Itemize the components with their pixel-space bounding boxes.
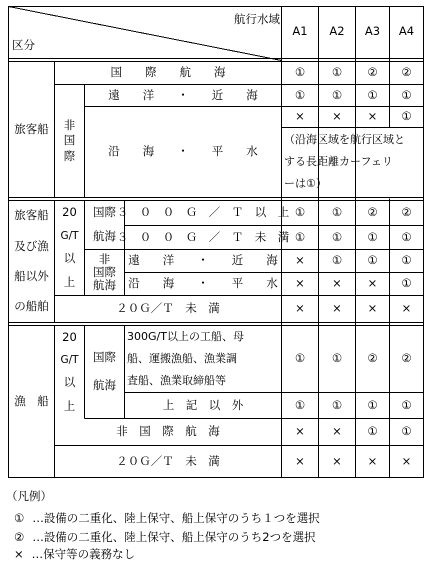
tonnage-line: 上 — [63, 275, 76, 290]
passenger-value: × — [332, 109, 342, 124]
fishing-value: ① — [367, 397, 378, 412]
intl-line: 航海 — [93, 229, 116, 244]
other-value: × — [295, 301, 305, 316]
fishing-value: × — [295, 424, 305, 439]
other-value: ① — [401, 276, 412, 291]
legend-item — [14, 510, 320, 526]
fishing-value: × — [367, 453, 378, 468]
fishing-value: ① — [367, 424, 378, 439]
other-value: × — [332, 301, 342, 316]
tonnage-line: 20 — [62, 205, 77, 220]
tonnage-line: G/T — [60, 229, 79, 242]
passenger-value: ② — [401, 65, 412, 80]
passenger-value: ① — [331, 87, 343, 102]
fishing-value: ① — [401, 424, 412, 439]
fishing-international-label — [85, 326, 124, 418]
fishing-value: ② — [401, 351, 412, 366]
other-value: × — [401, 301, 412, 316]
passenger-value: ① — [367, 87, 378, 102]
other-value: × — [367, 301, 378, 316]
other-label-line: 及び漁 — [14, 238, 49, 253]
other-value: × — [332, 276, 342, 291]
fishing-row-label: 非 国 際 航 海 — [116, 424, 220, 439]
other-value: × — [295, 253, 305, 268]
fishing-row-label: ２０Ｇ／Ｔ 未 満 — [116, 453, 220, 468]
other-value: ① — [401, 253, 412, 268]
header-navigation-area: 航行水域 — [234, 12, 280, 27]
non-intl-char: 国 — [63, 133, 76, 148]
fishing-value: × — [401, 453, 412, 468]
legend-text: …保守等の義務なし — [31, 547, 136, 561]
passenger-row-label: 遠 洋 ・ 近 海 — [108, 87, 258, 102]
other-value: ① — [367, 253, 378, 268]
other-row-label: ３ ０ ０ Ｇ ／ Ｔ 未 満 — [116, 229, 290, 244]
header-area-a1: A1 — [292, 24, 308, 39]
fishing-label: 漁 船 — [14, 393, 49, 408]
legend-symbol: ① — [14, 511, 25, 525]
note-line: （沿海区域を航行区域と — [284, 133, 405, 146]
header-division: 区分 — [12, 38, 35, 53]
tonnage-line: 以 — [63, 251, 76, 266]
header-area-a3: A3 — [364, 24, 381, 39]
non-intl-line: 航海 — [93, 278, 116, 293]
intl-line: 国際 — [93, 350, 116, 365]
passenger-value: ① — [401, 109, 412, 124]
passenger-value: ① — [294, 87, 306, 102]
legend-title: （凡例） — [6, 489, 52, 503]
other-value: ① — [331, 205, 343, 220]
legend-text: …設備の二重化、陸上保守、船上保守のうち１つを選択 — [32, 511, 320, 525]
other-vessels-label — [9, 201, 54, 322]
other-row-label: 沿 海 ・ 平 水 — [128, 276, 278, 291]
non-intl-char: 非 — [63, 117, 76, 132]
intl-line: 航海 — [93, 378, 116, 393]
header-area-a2: A2 — [329, 24, 345, 39]
header-area-a4: A4 — [398, 24, 415, 39]
other-label-line: 船以外 — [14, 268, 49, 283]
other-label-line: 旅客船 — [14, 208, 49, 223]
legend-symbol: × — [14, 547, 24, 561]
other-non-international-label — [85, 250, 124, 295]
passenger-ferry-note — [284, 128, 422, 196]
other-value: ① — [367, 229, 378, 244]
legend-symbol: ② — [14, 530, 25, 544]
passenger-value: × — [367, 109, 378, 124]
other-value: ② — [367, 205, 378, 220]
other-value: ① — [331, 253, 343, 268]
other-row-label: ２０Ｇ／Ｔ 未 満 — [116, 301, 220, 316]
fishing-value: ② — [367, 351, 378, 366]
legend-item — [14, 529, 316, 545]
desc-line: 300G/T以上の工船、母 — [127, 330, 244, 343]
other-label-line: の船舶 — [14, 299, 49, 314]
fishing-value: ① — [331, 397, 343, 412]
fishing-value: × — [332, 424, 342, 439]
passenger-row-label: 沿 海 ・ 平 水 — [108, 144, 258, 159]
passenger-value: ① — [401, 87, 412, 102]
passenger-value: ① — [294, 65, 306, 80]
legend-text: …設備の二重化、陸上保守、船上保守のうち2つを選択 — [32, 530, 316, 544]
fishing-value: × — [295, 453, 305, 468]
other-value: ① — [331, 229, 343, 244]
intl-line: 国際 — [93, 205, 116, 220]
other-value: ① — [294, 229, 306, 244]
tonnage-line: 20 — [62, 329, 77, 344]
non-intl-char: 際 — [63, 148, 76, 163]
fishing-vessel-types — [127, 326, 281, 392]
passenger-label: 旅客船 — [14, 121, 49, 136]
passenger-value: ① — [331, 65, 343, 80]
non-intl-line: 国際 — [93, 264, 116, 279]
passenger-non-international — [55, 85, 84, 197]
note-line: ーは①） — [284, 177, 327, 190]
note-line: する長距離カーフェリ — [284, 155, 393, 168]
fishing-value: ① — [401, 397, 412, 412]
tonnage-line: G/T — [60, 354, 79, 367]
fishing-value: ① — [294, 351, 306, 366]
other-value: ① — [401, 229, 412, 244]
other-value: ① — [294, 205, 306, 220]
fishing-row-label: 上 記 以 外 — [162, 397, 244, 412]
other-value: × — [367, 276, 378, 291]
desc-line: 査船、漁業取締船等 — [127, 374, 226, 387]
other-row-label: ３ ０ ０ Ｇ ／ Ｔ 以 上 — [116, 205, 290, 220]
fishing-value: ① — [294, 397, 306, 412]
passenger-value: × — [295, 109, 305, 124]
tonnage-line: 上 — [63, 398, 76, 413]
other-tonnage-label — [55, 201, 84, 295]
desc-line: 船、運搬漁船、漁業調 — [127, 352, 237, 365]
non-intl-line: 非 — [98, 251, 111, 266]
other-row-label: 遠 洋 ・ 近 海 — [128, 253, 278, 268]
other-value: × — [295, 276, 305, 291]
fishing-value: ① — [331, 351, 343, 366]
fishing-tonnage-label — [55, 326, 84, 418]
passenger-row-label: 国 際 航 海 — [110, 65, 226, 80]
other-value: ② — [401, 205, 412, 220]
tonnage-line: 以 — [63, 375, 76, 390]
fishing-value: × — [332, 453, 342, 468]
passenger-value: ② — [367, 65, 378, 80]
